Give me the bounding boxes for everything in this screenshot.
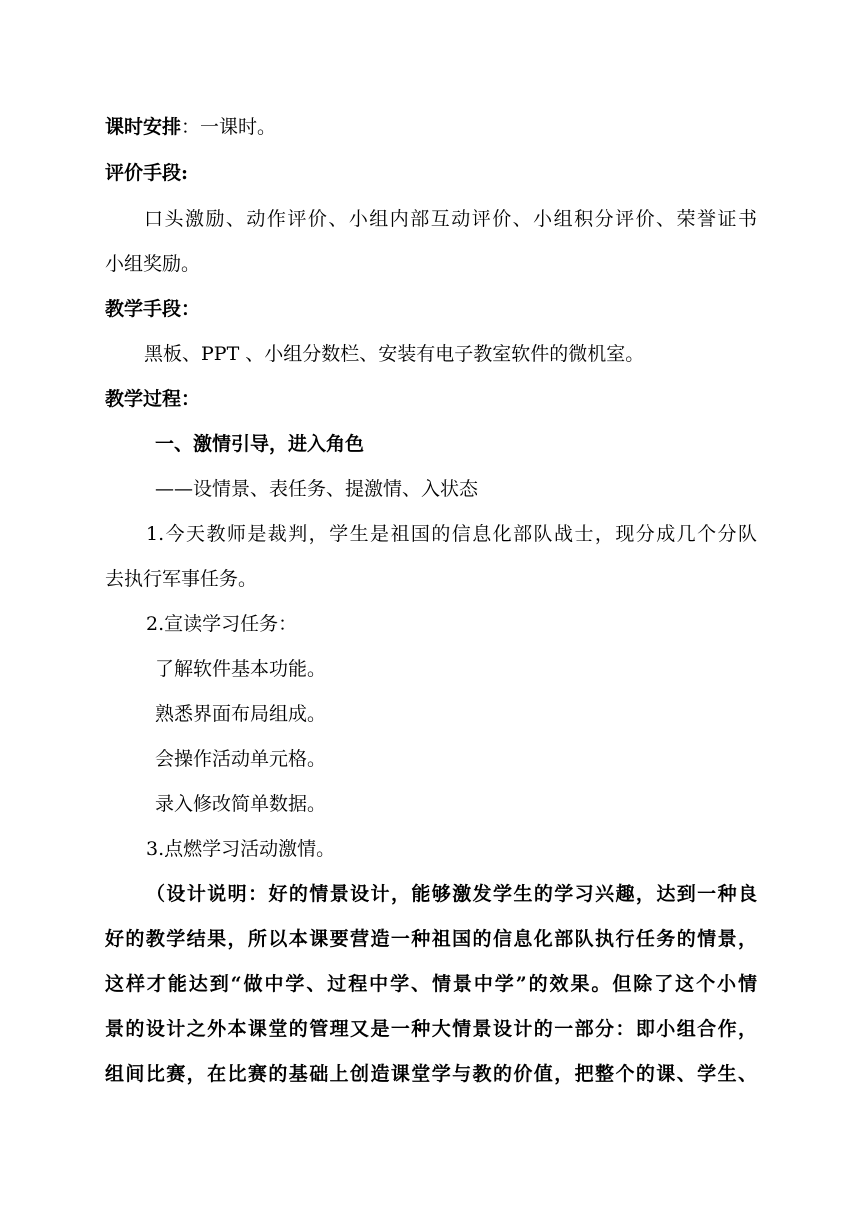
task-item: 了解软件基本功能。	[155, 658, 327, 680]
item3: 3.点燃学习活动激情。	[146, 838, 336, 860]
task-item: 会操作活动单元格。	[155, 748, 327, 770]
process-heading: 教学过程：	[105, 388, 201, 410]
design-note-line: 好的教学结果，所以本课要营造一种祖国的信息化部队执行任务的情景，	[105, 928, 757, 950]
schedule-label: 课时安排	[105, 116, 182, 138]
schedule-separator: ：	[181, 116, 201, 138]
schedule-line	[105, 115, 765, 139]
design-note-line: 这样才能达到“做中学、过程中学、情景中学”的效果。但除了这个小情	[105, 973, 757, 995]
design-note-line: 组间比赛，在比赛的基础上创造课堂学与教的价值，把整个的课、学生、	[105, 1063, 757, 1085]
section1-title: 一、激情引导，进入角色	[155, 433, 365, 455]
evaluation-text-line-2: 小组奖励。	[105, 253, 201, 275]
task-item: 熟悉界面布局组成。	[155, 703, 327, 725]
schedule-value: 一课时。	[200, 116, 277, 138]
design-note-line: 景的设计之外本课堂的管理又是一种大情景设计的一部分：即小组合作，	[105, 1018, 757, 1040]
design-note-line: （设计说明：好的情景设计，能够激发学生的学习兴趣，达到一种良	[146, 883, 757, 905]
evaluation-heading: 评价手段:	[105, 162, 189, 184]
section1-subtitle: ——设情景、表任务、提激情、入状态	[155, 478, 479, 500]
item1-line-1: 1.今天教师是裁判，学生是祖国的信息化部队战士，现分成几个分队	[146, 523, 757, 545]
evaluation-text-line-1: 口头激励、动作评价、小组内部互动评价、小组积分评价、荣誉证书	[144, 208, 757, 230]
item2-title: 2.宣读学习任务：	[146, 613, 298, 635]
teaching-means-heading: 教学手段：	[105, 298, 201, 320]
item1-line-2: 去执行军事任务。	[105, 568, 258, 590]
teaching-means-content: 黑板、PPT 、小组分数栏、安装有电子教室软件的微机室。	[144, 343, 645, 365]
task-item: 录入修改简单数据。	[155, 793, 327, 815]
